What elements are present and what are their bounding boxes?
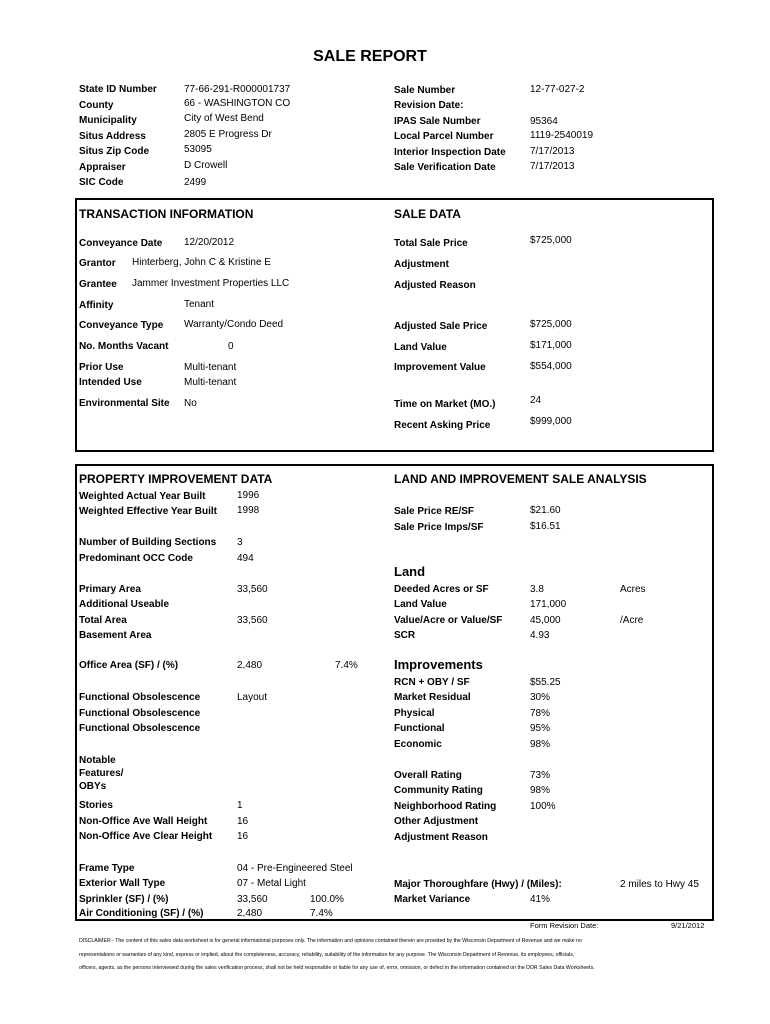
thoroughfare-value: 2 miles to Hwy 45 — [620, 879, 699, 890]
physical-value: 78% — [530, 708, 551, 719]
county-value: 66 - WASHINGTON CO — [184, 98, 291, 109]
prior-use-value: Multi-tenant — [184, 362, 237, 373]
disclaimer-line-2: representations or warranties of any kind, express or implied, about the completeness, accuracy, reliability, suitability of the information for any purpose. The Wisconsin Department of Revenue, its employees, officials, — [79, 952, 575, 958]
ext-wall-value: 07 - Metal Light — [237, 878, 306, 889]
recent-asking-value: $999,000 — [530, 416, 572, 427]
prior-use-label: Prior Use — [79, 362, 124, 373]
situs-address-label: Situs Address — [79, 131, 146, 142]
func-obs-label-1: Functional Obsolescence — [79, 692, 201, 703]
appraiser-value: D Crowell — [184, 160, 228, 171]
county-label: County — [79, 100, 114, 111]
clear-height-value: 16 — [237, 831, 249, 842]
total-sale-price-label: Total Sale Price — [394, 238, 468, 249]
sale-number-label: Sale Number — [394, 85, 456, 96]
grantee-label: Grantee — [79, 279, 117, 290]
situs-address-value: 2805 E Progress Dr — [184, 129, 272, 140]
months-vacant-label: No. Months Vacant — [79, 341, 169, 352]
occ-code-value: 494 — [237, 553, 254, 564]
local-parcel-value: 1119-2540019 — [530, 130, 594, 141]
ac-label: Air Conditioning (SF) / (%) — [79, 908, 204, 919]
sprinkler-label: Sprinkler (SF) / (%) — [79, 894, 169, 905]
improvement-value-label: Improvement Value — [394, 362, 486, 373]
office-area-value: 2,480 — [237, 660, 263, 671]
notable-label-1: Notable — [79, 755, 116, 766]
improvements-heading: Improvements — [394, 657, 483, 672]
notable-label-3: OBYs — [79, 781, 107, 792]
analysis-land-value-label: Land Value — [394, 599, 447, 610]
land-value-value: $171,000 — [530, 340, 572, 351]
page-title: SALE REPORT — [313, 48, 427, 65]
grantor-value: Hinterberg, John C & Kristine E — [132, 257, 271, 268]
adjusted-sale-price-label: Adjusted Sale Price — [394, 321, 488, 332]
recent-asking-label: Recent Asking Price — [394, 420, 491, 431]
wall-height-value: 16 — [237, 816, 249, 827]
state-id-label: State ID Number — [79, 84, 157, 95]
occ-code-label: Predominant OCC Code — [79, 553, 193, 564]
adjustment-reason-label: Adjustment Reason — [394, 832, 488, 843]
market-variance-value: 41% — [530, 894, 551, 905]
frame-type-label: Frame Type — [79, 863, 135, 874]
disclaimer-line-3: officers, agents, as the persons interviewed during the sales verification process, shall not be held responsible or liable for any use of, error, omission, or defect in the information contained on the DOR Sales Data Worksheets. — [79, 965, 595, 971]
months-vacant-value: 0 — [228, 341, 234, 352]
functional-value: 95% — [530, 723, 551, 734]
clear-height-label: Non-Office Ave Clear Height — [79, 831, 213, 842]
market-residual-value: 30% — [530, 692, 551, 703]
ac-pct-value: 7.4% — [310, 908, 333, 919]
value-acre-label: Value/Acre or Value/SF — [394, 615, 503, 626]
sprinkler-pct-value: 100.0% — [310, 894, 344, 905]
value-acre-unit: /Acre — [620, 615, 644, 626]
ac-value: 2,480 — [237, 908, 263, 919]
w-actual-value: 1996 — [237, 490, 260, 501]
total-area-value: 33,560 — [237, 615, 268, 626]
sale-verification-value: 7/17/2013 — [530, 161, 575, 172]
frame-type-value: 04 - Pre-Engineered Steel — [237, 863, 353, 874]
neighborhood-rating-label: Neighborhood Rating — [394, 801, 497, 812]
other-adjustment-label: Other Adjustment — [394, 816, 479, 827]
stories-label: Stories — [79, 800, 113, 811]
appraiser-label: Appraiser — [79, 162, 126, 173]
total-area-label: Total Area — [79, 615, 127, 626]
conveyance-date-label: Conveyance Date — [79, 238, 163, 249]
adjusted-sale-price-value: $725,000 — [530, 319, 572, 330]
primary-area-value: 33,560 — [237, 584, 268, 595]
form-revision-label: Form Revision Date: — [530, 921, 599, 930]
num-sections-value: 3 — [237, 537, 243, 548]
adjustment-label: Adjustment — [394, 259, 449, 270]
market-variance-label: Market Variance — [394, 894, 471, 905]
municipality-label: Municipality — [79, 115, 137, 126]
ipas-sale-label: IPAS Sale Number — [394, 116, 481, 127]
analysis-land-value-value: 171,000 — [530, 599, 567, 610]
deeded-unit: Acres — [620, 584, 646, 595]
w-effective-label: Weighted Effective Year Built — [79, 506, 218, 517]
deeded-value: 3.8 — [530, 584, 544, 595]
conveyance-type-label: Conveyance Type — [79, 320, 164, 331]
sale-number-value: 12-77-027-2 — [530, 84, 585, 95]
rcn-value: $55.25 — [530, 677, 561, 688]
ipas-sale-value: 95364 — [530, 116, 558, 127]
basement-label: Basement Area — [79, 630, 152, 641]
func-obs-label-2: Functional Obsolescence — [79, 708, 201, 719]
disclaimer-line-1: DISCLAIMER - The content of this sales data worksheet is for general informational purposes only. The information and opinions contained therein are provided by the Wisconsin Department of Revenue and we make no — [79, 938, 582, 944]
wall-height-label: Non-Office Ave Wall Height — [79, 816, 208, 827]
property-heading: PROPERTY IMPROVEMENT DATA — [79, 472, 273, 486]
scr-label: SCR — [394, 630, 416, 641]
sale-data-heading: SALE DATA — [394, 207, 461, 221]
price-re-sf-value: $21.60 — [530, 505, 561, 516]
situs-zip-label: Situs Zip Code — [79, 146, 149, 157]
price-imps-sf-label: Sale Price Imps/SF — [394, 522, 484, 533]
w-actual-label: Weighted Actual Year Built — [79, 491, 206, 502]
intended-use-value: Multi-tenant — [184, 377, 237, 388]
neighborhood-rating-value: 100% — [530, 801, 556, 812]
land-heading: Land — [394, 564, 426, 579]
time-on-market-label: Time on Market (MO.) — [394, 399, 496, 410]
scr-value: 4.93 — [530, 630, 550, 641]
func-obs-value-1: Layout — [237, 692, 268, 703]
env-site-value: No — [184, 398, 197, 409]
interior-inspection-label: Interior Inspection Date — [394, 147, 506, 158]
market-residual-label: Market Residual — [394, 692, 471, 703]
economic-value: 98% — [530, 739, 551, 750]
local-parcel-label: Local Parcel Number — [394, 131, 494, 142]
economic-label: Economic — [394, 739, 442, 750]
stories-value: 1 — [237, 800, 243, 811]
improvement-value-value: $554,000 — [530, 361, 572, 372]
physical-label: Physical — [394, 708, 435, 719]
conveyance-date-value: 12/20/2012 — [184, 237, 235, 248]
ext-wall-label: Exterior Wall Type — [79, 878, 166, 889]
sale-verification-label: Sale Verification Date — [394, 162, 496, 173]
state-id-value: 77-66-291-R000001737 — [184, 84, 291, 95]
interior-inspection-value: 7/17/2013 — [530, 146, 575, 157]
notable-label-2: Features/ — [79, 768, 124, 779]
affinity-label: Affinity — [79, 300, 114, 311]
situs-zip-value: 53095 — [184, 144, 212, 155]
sic-code-value: 2499 — [184, 177, 207, 188]
overall-rating-value: 73% — [530, 770, 551, 781]
adjusted-reason-label: Adjusted Reason — [394, 280, 476, 291]
revision-date-label: Revision Date: — [394, 100, 464, 111]
community-rating-value: 98% — [530, 785, 551, 796]
form-revision-date: 9/21/2012 — [671, 921, 705, 930]
analysis-heading: LAND AND IMPROVEMENT SALE ANALYSIS — [394, 472, 647, 486]
municipality-value: City of West Bend — [184, 113, 264, 124]
grantor-label: Grantor — [79, 258, 116, 269]
price-re-sf-label: Sale Price RE/SF — [394, 506, 475, 517]
w-effective-value: 1998 — [237, 505, 260, 516]
price-imps-sf-value: $16.51 — [530, 521, 561, 532]
additional-useable-label: Additional Useable — [79, 599, 170, 610]
functional-label: Functional — [394, 723, 445, 734]
value-acre-value: 45,000 — [530, 615, 561, 626]
primary-area-label: Primary Area — [79, 584, 141, 595]
office-area-label: Office Area (SF) / (%) — [79, 660, 179, 671]
sprinkler-value: 33,560 — [237, 894, 268, 905]
rcn-label: RCN + OBY / SF — [394, 677, 470, 688]
time-on-market-value: 24 — [530, 395, 542, 406]
land-value-label: Land Value — [394, 342, 447, 353]
intended-use-label: Intended Use — [79, 377, 142, 388]
community-rating-label: Community Rating — [394, 785, 483, 796]
transaction-heading: TRANSACTION INFORMATION — [79, 207, 254, 221]
num-sections-label: Number of Building Sections — [79, 537, 217, 548]
affinity-value: Tenant — [184, 299, 215, 310]
func-obs-label-3: Functional Obsolescence — [79, 723, 201, 734]
sic-code-label: SIC Code — [79, 177, 124, 188]
grantee-value: Jammer Investment Properties LLC — [132, 278, 290, 289]
conveyance-type-value: Warranty/Condo Deed — [184, 319, 284, 330]
deeded-label: Deeded Acres or SF — [394, 584, 489, 595]
overall-rating-label: Overall Rating — [394, 770, 462, 781]
total-sale-price-value: $725,000 — [530, 235, 572, 246]
thoroughfare-label: Major Thoroughfare (Hwy) / (Miles): — [394, 879, 562, 890]
env-site-label: Environmental Site — [79, 398, 170, 409]
office-pct-value: 7.4% — [335, 660, 358, 671]
